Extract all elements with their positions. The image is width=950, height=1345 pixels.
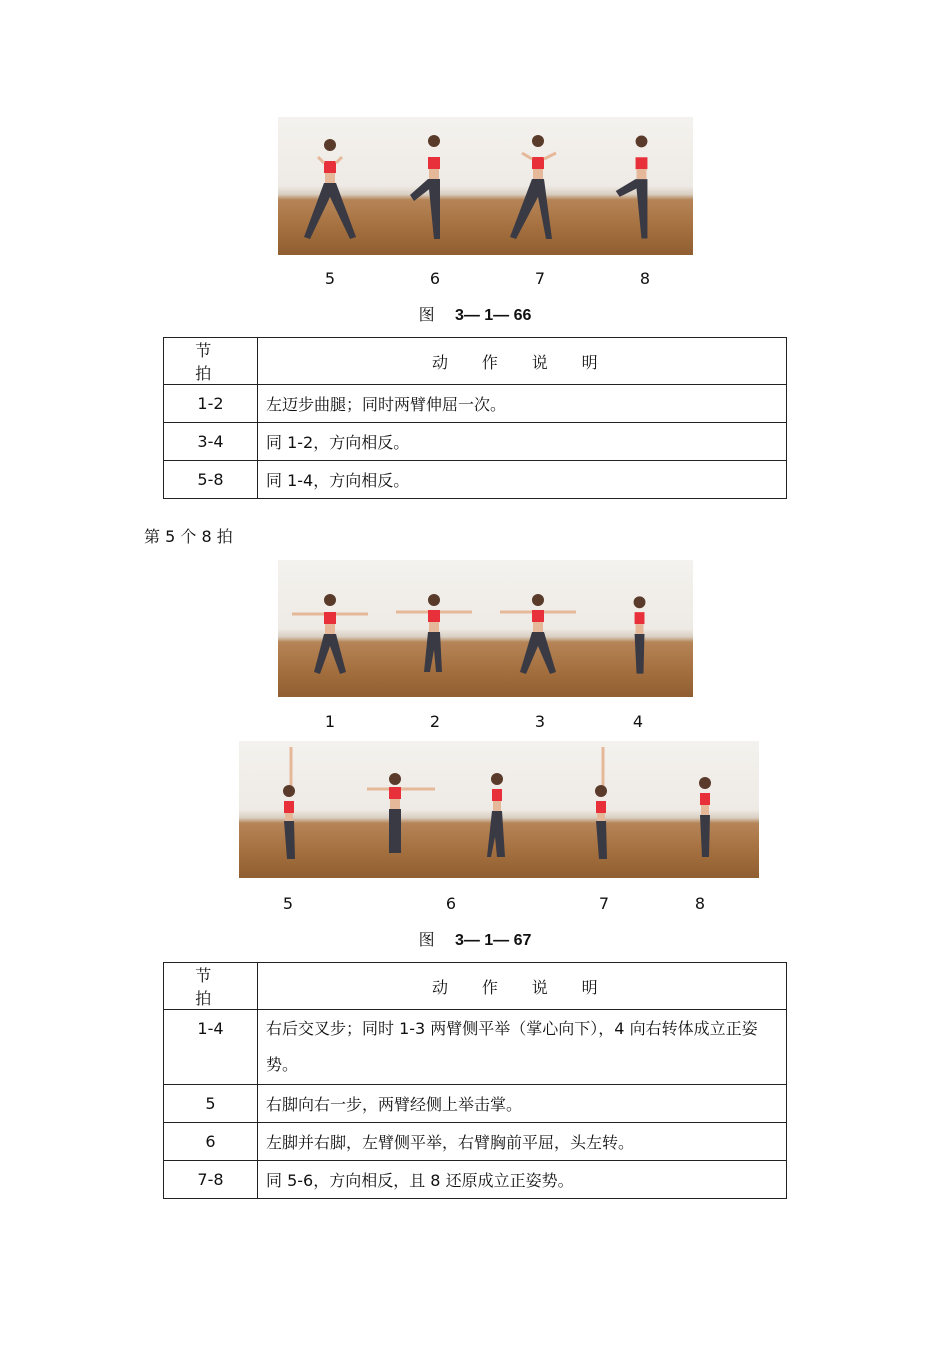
beat-label: 3 (534, 712, 546, 731)
row-description: 同 1-4，方向相反。 (258, 461, 787, 499)
table-row (164, 1161, 787, 1199)
figure-caption-prefix: 图 (418, 930, 435, 949)
dance-photo-beat-2 (382, 560, 486, 697)
section-title: 第 5 个 8 拍 (144, 527, 233, 546)
row-description: 右脚向右一步，两臂经侧上举击掌。 (258, 1085, 787, 1123)
table-row (164, 1085, 787, 1123)
figure-67-top-photo-strip (278, 560, 693, 697)
dance-photo-beat-5 (278, 117, 382, 255)
header-beat: 节 拍 (164, 338, 258, 385)
row-description: 同 1-2，方向相反。 (258, 423, 787, 461)
dance-photo-beat-7 (551, 741, 655, 878)
beat-label: 5 (282, 894, 294, 913)
beat-label: 4 (632, 712, 644, 731)
table-header-row (164, 963, 787, 1010)
table-67 (163, 962, 787, 1199)
row-description: 左脚并右脚，左臂侧平举，右臂胸前平屈，头左转。 (258, 1123, 787, 1161)
beat-label: 6 (445, 894, 457, 913)
table-66 (163, 337, 787, 499)
beat-label: 8 (694, 894, 706, 913)
figure-caption-prefix: 图 (418, 305, 435, 324)
row-description: 左迈步曲腿；同时两臂伸屈一次。 (258, 385, 787, 423)
row-description: 同 5-6，方向相反，且 8 还原成立正姿势。 (258, 1161, 787, 1199)
row-beat: 1-2 (164, 385, 258, 423)
dance-photo-beat-6 (382, 117, 486, 255)
row-beat: 5-8 (164, 461, 258, 499)
dance-photo-beat-8 (590, 117, 693, 255)
figure-66-photo-strip (278, 117, 693, 255)
dance-photo-beat-6b (447, 741, 551, 878)
figure-67-caption (0, 927, 950, 950)
figure-67-bottom-photo-strip (239, 741, 759, 878)
beat-label: 7 (534, 269, 546, 288)
row-beat: 7-8 (164, 1161, 258, 1199)
dance-photo-beat-8 (655, 741, 759, 878)
beat-label: 7 (598, 894, 610, 913)
dance-photo-beat-6 (343, 741, 447, 878)
header-description: 动 作 说 明 (258, 338, 787, 385)
table-row (164, 385, 787, 423)
beat-label: 8 (639, 269, 651, 288)
header-description: 动 作 说 明 (258, 963, 787, 1010)
header-beat: 节 拍 (164, 963, 258, 1010)
row-beat: 3-4 (164, 423, 258, 461)
figure-caption-number: 3— 1— 66 (454, 307, 532, 324)
figure-66-caption (0, 302, 950, 325)
beat-label: 5 (324, 269, 336, 288)
figure-caption-number: 3— 1— 67 (454, 932, 532, 949)
beat-label: 2 (429, 712, 441, 731)
beat-label: 6 (429, 269, 441, 288)
row-beat: 6 (164, 1123, 258, 1161)
table-row (164, 423, 787, 461)
dance-photo-beat-3 (486, 560, 590, 697)
dance-photo-beat-5 (239, 741, 343, 878)
table-row (164, 1123, 787, 1161)
row-description: 右后交叉步；同时 1-3 两臂侧平举（掌心向下），4 向右转体成立正姿势。 (258, 1010, 787, 1085)
table-header-row (164, 338, 787, 385)
table-row (164, 1010, 787, 1085)
beat-label: 1 (324, 712, 336, 731)
dance-photo-beat-1 (278, 560, 382, 697)
row-beat: 1-4 (164, 1010, 258, 1085)
row-beat: 5 (164, 1085, 258, 1123)
dance-photo-beat-7 (486, 117, 590, 255)
table-row (164, 461, 787, 499)
dance-photo-beat-4 (590, 560, 693, 697)
